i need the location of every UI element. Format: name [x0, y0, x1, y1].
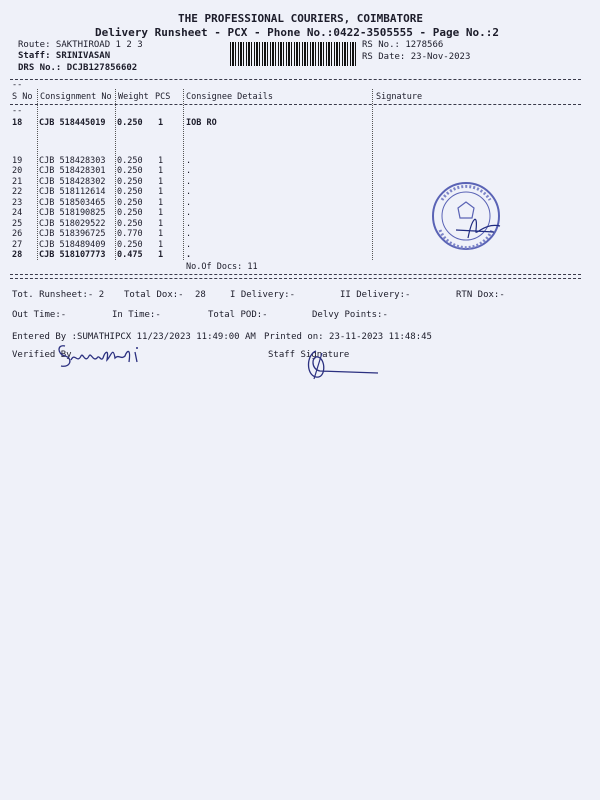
- row-sno: 22: [12, 187, 23, 197]
- row-pcs: 1: [158, 250, 164, 260]
- row-pcs: 1: [158, 156, 164, 166]
- row-consignment: CJB 518112614: [39, 187, 106, 197]
- divider: [10, 274, 581, 275]
- out-time: Out Time:-: [12, 310, 67, 320]
- row-pcs: 1: [158, 187, 164, 197]
- total-dox-label: Total Dox:-: [124, 290, 184, 300]
- printed-on: Printed on: 23-11-2023 11:48:45: [264, 332, 432, 342]
- row-weight: 0.250: [117, 156, 143, 166]
- row-pcs: 1: [158, 229, 164, 239]
- row-consignee: .: [186, 156, 192, 166]
- row-sno: 19: [12, 156, 23, 166]
- rs-number: RS No.: 1278566: [362, 40, 444, 50]
- row-pcs: 1: [158, 219, 164, 229]
- row-consignee: .: [186, 166, 192, 176]
- row-sno: 28: [12, 250, 23, 260]
- staff-signature-label: Staff Signature: [268, 350, 350, 360]
- route-label: Route: SAKTHIROAD 1 2 3: [18, 40, 143, 50]
- total-pod: Total POD:-: [208, 310, 268, 320]
- drs-number: DRS No.: DCJB127856602: [18, 63, 138, 73]
- col-consignee: Consignee Details: [186, 92, 273, 102]
- rs-date: RS Date: 23-Nov-2023: [362, 52, 471, 62]
- row-consignee: IOB RO: [186, 118, 217, 128]
- top-marker: --: [12, 80, 23, 90]
- row-consignee: .: [186, 219, 192, 229]
- row-sno: 23: [12, 198, 23, 208]
- row-weight: 0.770: [117, 229, 143, 239]
- row-consignee: .: [186, 229, 192, 239]
- row-weight: 0.250: [117, 219, 143, 229]
- row-weight: 0.250: [117, 177, 143, 187]
- column-separator: [183, 89, 184, 260]
- row-weight: 0.250: [117, 187, 143, 197]
- delivery-points: Delvy Points:-: [312, 310, 388, 320]
- row-pcs: 1: [158, 118, 164, 128]
- runsheet-title: Delivery Runsheet - PCX - Phone No.:0422-3505555 - Page No.:2: [95, 26, 499, 39]
- row-consignee: .: [186, 208, 192, 218]
- row-consignment: CJB 518396725: [39, 229, 106, 239]
- row-consignment: CJB 518107773: [39, 250, 106, 260]
- row-pcs: 1: [158, 177, 164, 187]
- row-consignee: .: [186, 198, 192, 208]
- total-runsheet: Tot. Runsheet:- 2: [12, 290, 105, 300]
- verifier-signature: [55, 338, 155, 372]
- verified-by-label: Verified By: [12, 350, 72, 360]
- row-consignee: .: [186, 187, 192, 197]
- entered-by: Entered By :SUMATHIPCX 11/23/2023 11:49:00 AM: [12, 332, 256, 342]
- divider: [10, 79, 581, 80]
- row-sno: 26: [12, 229, 23, 239]
- col-weight: Weight: [118, 92, 149, 102]
- no-of-docs: No.Of Docs: 11: [186, 262, 258, 272]
- row-weight: 0.250: [117, 198, 143, 208]
- row-weight: 0.250: [117, 208, 143, 218]
- row-pcs: 1: [158, 198, 164, 208]
- column-separator: [372, 89, 373, 260]
- row-consignment: CJB 518503465: [39, 198, 106, 208]
- row-consignee: .: [186, 177, 192, 187]
- stamp-icon: [428, 178, 504, 258]
- row-weight: 0.250: [117, 118, 143, 128]
- sub-marker: --: [12, 106, 23, 116]
- in-time: In Time:-: [112, 310, 161, 320]
- rtn-dox: RTN Dox:-: [456, 290, 505, 300]
- row-weight: 0.475: [117, 250, 143, 260]
- row-consignment: CJB 518428301: [39, 166, 106, 176]
- row-consignment: CJB 518428303: [39, 156, 106, 166]
- divider: [10, 104, 581, 105]
- divider: [10, 278, 581, 279]
- i-delivery: I Delivery:-: [230, 290, 296, 300]
- row-sno: 21: [12, 177, 23, 187]
- row-consignee: .: [186, 250, 192, 260]
- col-sno: S No: [12, 92, 33, 102]
- company-name: THE PROFESSIONAL COURIERS, COIMBATORE: [178, 12, 424, 25]
- row-sno: 20: [12, 166, 23, 176]
- row-consignment: CJB 518029522: [39, 219, 106, 229]
- row-consignment: CJB 518445019: [39, 118, 106, 128]
- column-separator: [37, 89, 38, 260]
- row-weight: 0.250: [117, 240, 143, 250]
- ii-delivery: II Delivery:-: [340, 290, 411, 300]
- row-consignment: CJB 518428302: [39, 177, 106, 187]
- staff-label: Staff: SRINIVASAN: [18, 51, 111, 61]
- row-sno: 25: [12, 219, 23, 229]
- col-consignment: Consignment No: [40, 92, 112, 102]
- column-separator: [115, 89, 116, 260]
- staff-signature: [300, 345, 390, 385]
- row-consignee: .: [186, 240, 192, 250]
- barcode-icon: [230, 42, 356, 66]
- row-weight: 0.250: [117, 166, 143, 176]
- row-consignment: CJB 518190825: [39, 208, 106, 218]
- row-pcs: 1: [158, 240, 164, 250]
- total-dox-value: 28: [195, 290, 206, 300]
- col-signature: Signature: [376, 92, 423, 102]
- row-consignment: CJB 518489409: [39, 240, 106, 250]
- row-sno: 27: [12, 240, 23, 250]
- col-pcs: PCS: [155, 92, 171, 102]
- row-pcs: 1: [158, 166, 164, 176]
- row-pcs: 1: [158, 208, 164, 218]
- row-sno: 24: [12, 208, 23, 218]
- row-sno: 18: [12, 118, 23, 128]
